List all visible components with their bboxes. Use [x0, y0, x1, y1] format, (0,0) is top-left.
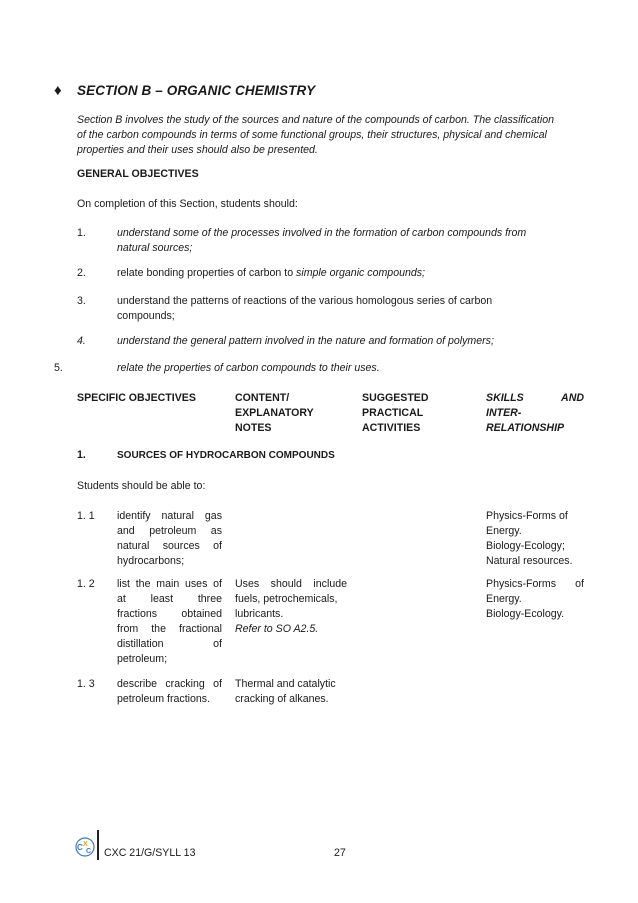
header-line: ACTIVITIES: [362, 422, 421, 434]
row-skills-line: Biology-Ecology.: [486, 608, 565, 620]
objective-text: understand the general pattern involved in the nature and formation of polymers;: [117, 335, 494, 347]
intro-line: Section B involves the study of the sources and nature of the compounds of carbon. The classification: [77, 114, 554, 126]
row-content-line: Thermal and catalytic: [235, 678, 336, 690]
row-number: 1. 2: [77, 578, 95, 590]
objective-text-plain: relate bonding properties of carbon to: [117, 267, 297, 279]
objective-line: understand the patterns of reactions of the various homologous series of carbon: [117, 295, 493, 307]
row-objective-line: natural sources of: [117, 540, 222, 552]
footer-divider: [97, 830, 99, 860]
row-number: 1. 1: [77, 510, 95, 522]
header-line: INTER-: [486, 407, 522, 419]
svg-text:C: C: [86, 848, 92, 855]
header-line: [486, 391, 584, 406]
header-line: PRACTICAL: [362, 407, 424, 419]
header-line: CONTENT/: [235, 392, 290, 404]
section-title: SECTION B – ORGANIC CHEMISTRY: [77, 83, 316, 98]
row-skills: [486, 509, 573, 569]
row-skills-line: Physics-Forms of: [486, 510, 568, 522]
row-objective-line: petroleum fractions.: [117, 693, 211, 705]
subsection-number: 1.: [77, 449, 86, 461]
objective-line: compounds;: [117, 310, 175, 322]
general-objectives-lead: On completion of this Section, students should:: [77, 198, 298, 210]
row-skills-line: Physics-Forms of: [486, 578, 584, 590]
svg-text:X: X: [83, 841, 88, 848]
row-objective-line: fractions obtained: [117, 608, 222, 620]
row-objective: [117, 677, 222, 707]
general-objectives-heading: GENERAL OBJECTIVES: [77, 168, 199, 180]
objective-number: 2.: [77, 267, 86, 279]
header-skills: [486, 391, 584, 436]
section-intro: [77, 113, 567, 158]
row-objective-line: distillation of: [117, 638, 222, 650]
row-content-line: cracking of alkanes.: [235, 693, 329, 705]
page-number: 27: [334, 847, 346, 859]
row-content: [235, 677, 347, 707]
objective-line: natural sources;: [117, 242, 193, 254]
row-content-reference: Refer to SO A2.5.: [235, 623, 319, 635]
objective-text: [117, 226, 567, 256]
cxc-logo-icon: [74, 836, 96, 858]
row-content-line: Uses should include: [235, 578, 347, 590]
row-content-line: fuels, petrochemicals,: [235, 593, 338, 605]
objective-text: [117, 266, 425, 281]
header-line: SUGGESTED: [362, 392, 429, 404]
objective-line: understand some of the processes involved in the formation of carbon compounds from: [117, 227, 527, 239]
objective-number: 3.: [77, 295, 86, 307]
row-skills-line: Biology-Ecology;: [486, 540, 565, 552]
row-objective-line: at least three: [117, 593, 222, 605]
row-objective-line: identify natural gas: [117, 510, 222, 522]
row-skills-line: Energy.: [486, 593, 522, 605]
row-number: 1. 3: [77, 678, 95, 690]
row-objective-line: petroleum;: [117, 653, 168, 665]
row-objective-line: list the main uses of: [117, 578, 222, 590]
row-skills-line: Natural resources.: [486, 555, 573, 567]
objective-text-italic: simple organic compounds;: [296, 267, 426, 279]
header-content-notes: [235, 391, 314, 436]
header-suggested-activities: [362, 391, 429, 436]
header-word: SKILLS: [486, 392, 524, 404]
subsection-title: SOURCES OF HYDROCARBON COMPOUNDS: [117, 450, 335, 461]
objective-number: 1.: [77, 227, 86, 239]
table-lead: Students should be able to:: [77, 480, 206, 492]
row-objective-line: describe cracking of: [117, 678, 222, 690]
row-skills-line: Energy.: [486, 525, 522, 537]
footer-code: CXC 21/G/SYLL 13: [104, 847, 196, 859]
row-content-line: lubricants.: [235, 608, 284, 620]
objective-number: 4.: [77, 335, 86, 347]
row-objective-line: hydrocarbons;: [117, 555, 185, 567]
header-line: RELATIONSHIP: [486, 422, 565, 434]
objective-text: [117, 294, 567, 324]
bullet-icon: ♦: [54, 82, 62, 99]
row-skills: [486, 577, 584, 622]
intro-line: of the carbon compounds in terms of some functional groups, their structures, physical and chemical: [77, 129, 547, 141]
row-objective: [117, 577, 222, 667]
intro-line: properties and their uses should also be presented.: [77, 144, 318, 156]
header-line: NOTES: [235, 422, 272, 434]
row-objective-line: from the fractional: [117, 623, 222, 635]
objective-number: 5.: [54, 362, 63, 374]
row-objective-line: and petroleum as: [117, 525, 222, 537]
row-objective: [117, 509, 222, 569]
svg-text:C: C: [77, 843, 83, 852]
objective-text: relate the properties of carbon compounds to their uses.: [117, 362, 380, 374]
header-line: EXPLANATORY: [235, 407, 314, 419]
row-content: [235, 577, 347, 637]
header-word: AND: [561, 392, 584, 404]
header-specific-objectives: SPECIFIC OBJECTIVES: [77, 392, 196, 404]
